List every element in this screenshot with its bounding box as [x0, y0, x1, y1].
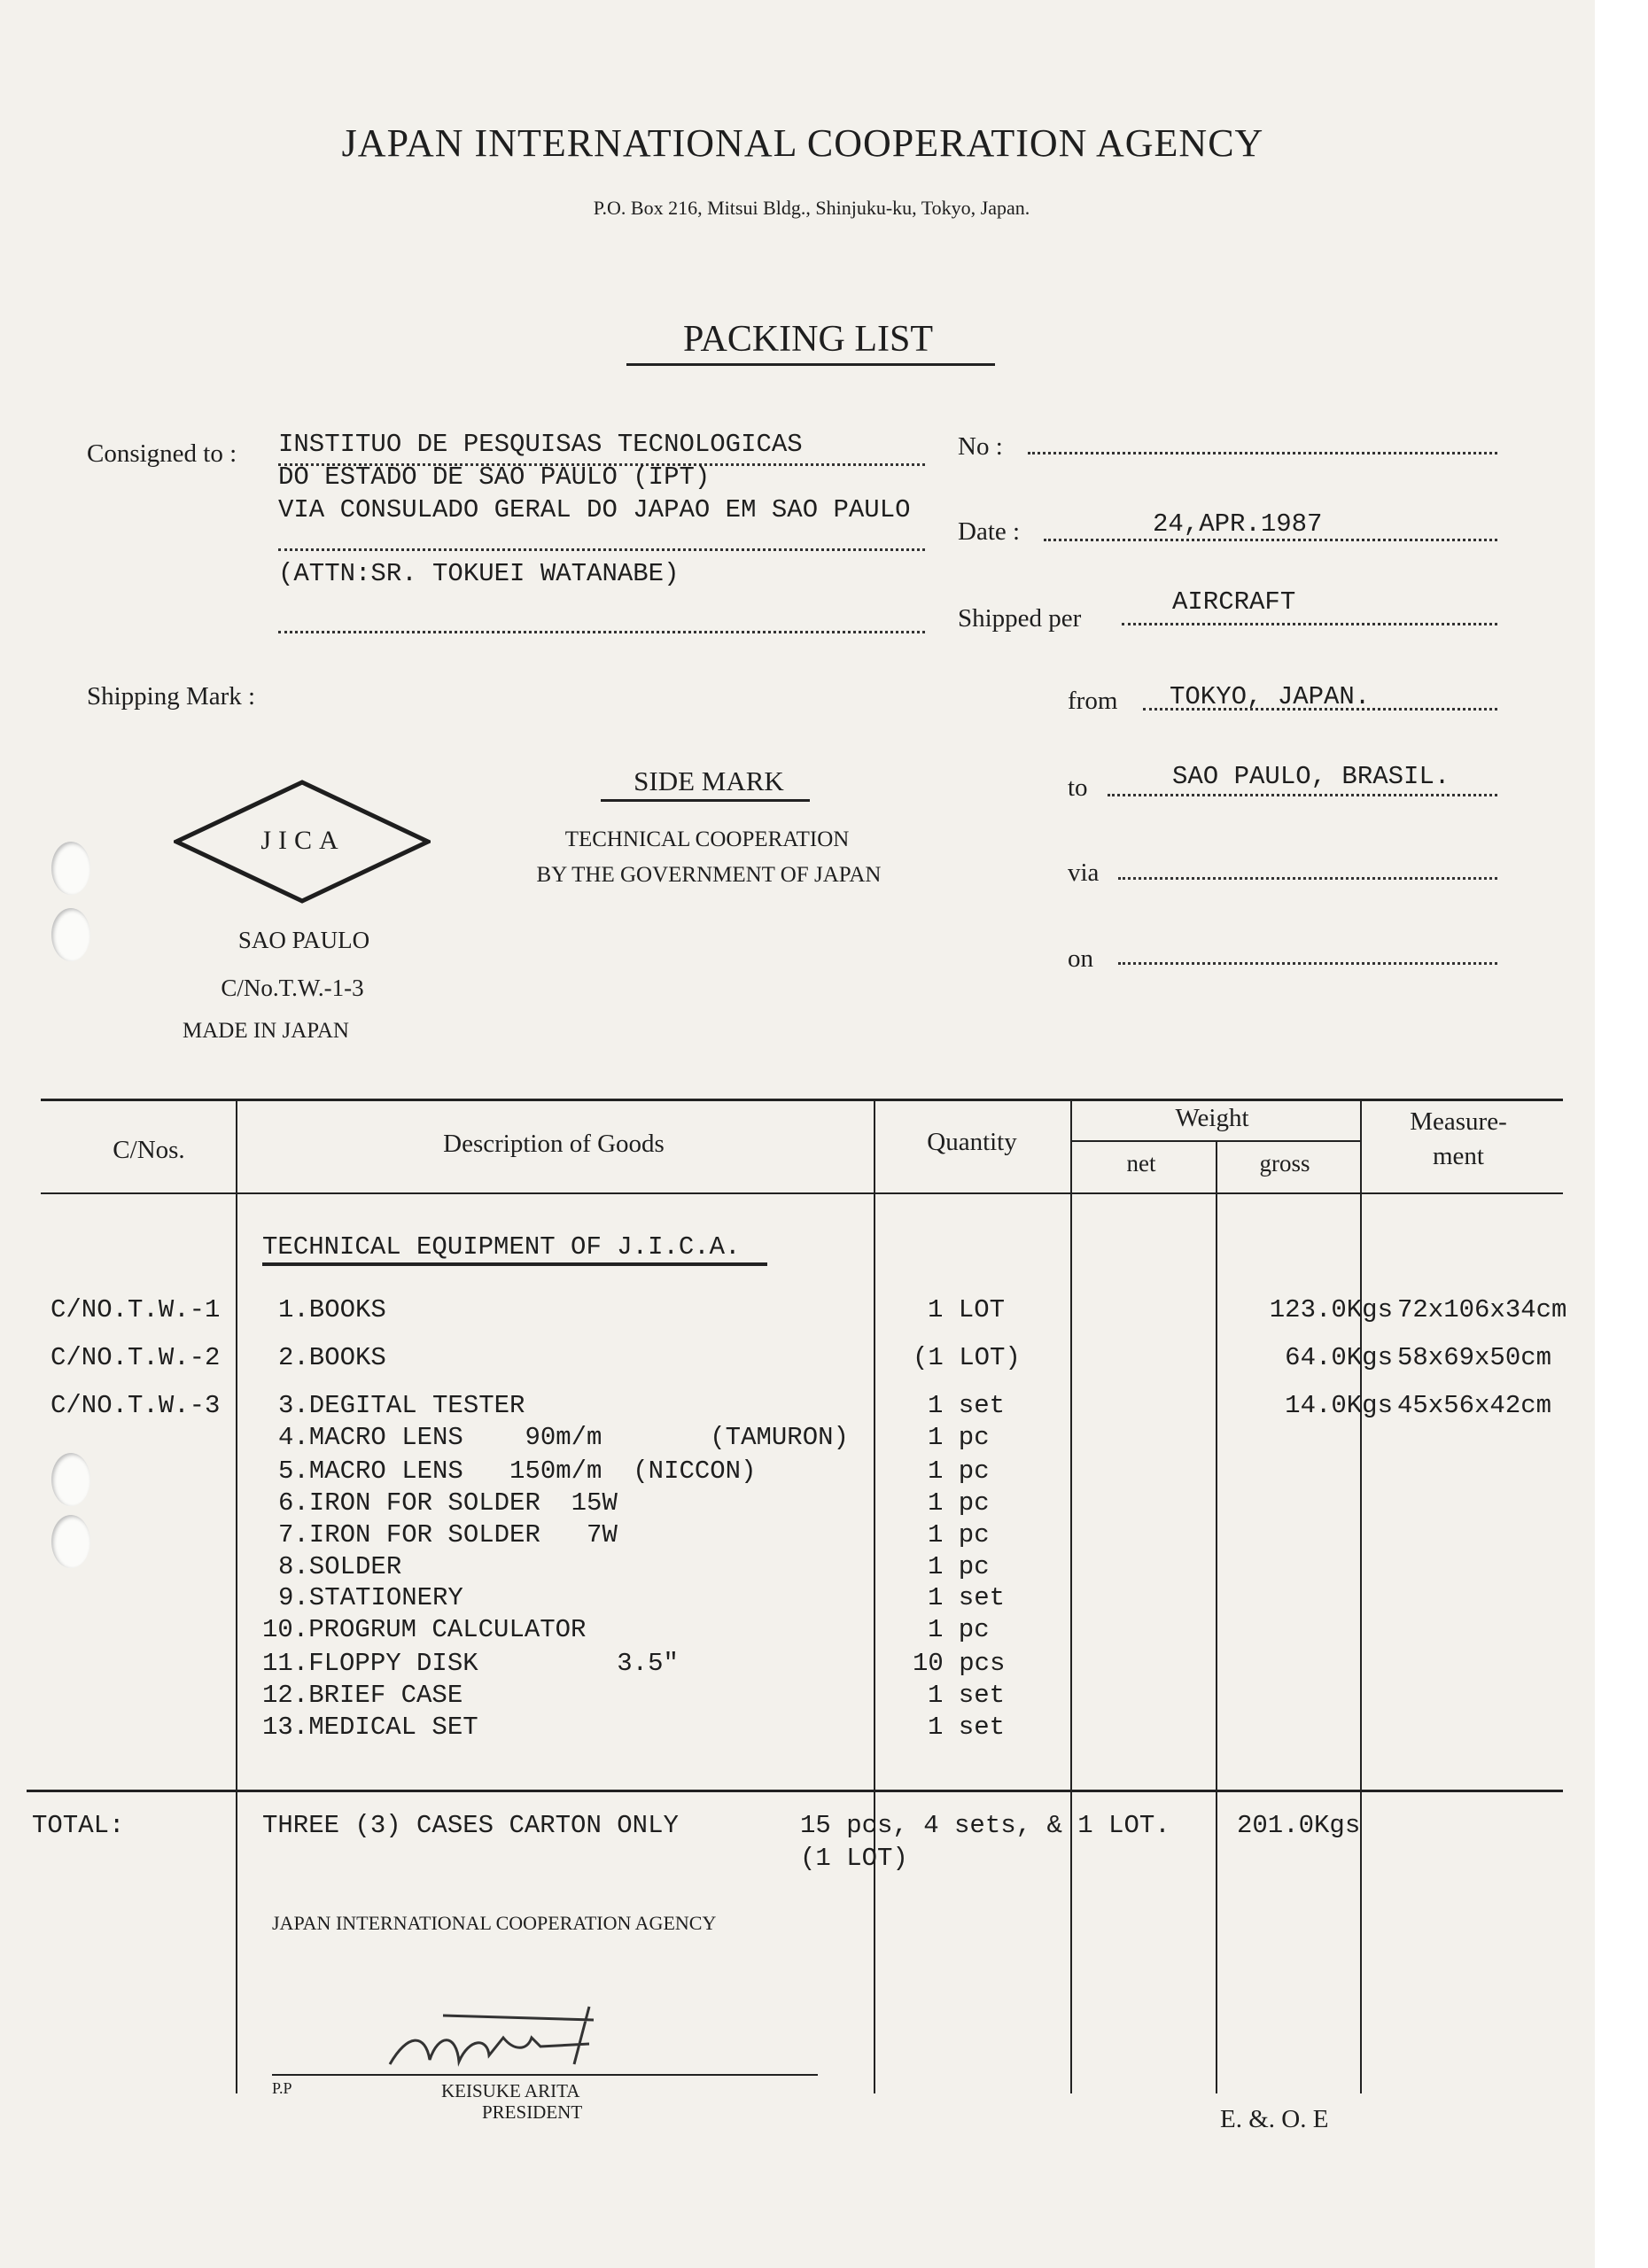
section-underline [262, 1262, 767, 1266]
row-quantity: 1 pc [928, 1520, 990, 1550]
date-value: 24,APR.1987 [1153, 509, 1323, 539]
dotted-line [278, 631, 925, 633]
dotted-line [278, 548, 925, 551]
dotted-line [1108, 794, 1497, 796]
jica-logo-text: JICA [260, 826, 346, 855]
row-case-number: C/NO.T.W.-1 [51, 1295, 221, 1324]
shipped-per-value: AIRCRAFT [1172, 587, 1296, 617]
on-label: on [1068, 944, 1093, 973]
errors-omissions-excepted: E. &. O. E [1220, 2105, 1329, 2133]
row-description: 11.FLOPPY DISK 3.5" [262, 1649, 679, 1678]
consignee-line: (ATTN:SR. TOKUEI WATANABE) [278, 559, 680, 588]
row-description: 6.IRON FOR SOLDER 15W [278, 1488, 618, 1518]
row-description: 1.BOOKS [278, 1295, 386, 1324]
side-mark-line: TECHNICAL COOPERATION [564, 827, 850, 851]
row-quantity: 1 LOT [928, 1295, 1006, 1324]
mark-case-no: C/No.T.W.-1-3 [221, 975, 364, 1001]
signature [381, 1998, 665, 2073]
row-measurement: 45x56x42cm [1397, 1391, 1552, 1420]
via-field [1118, 877, 1497, 880]
org-address: P.O. Box 216, Mitsui Bldg., Shinjuku-ku, Tokyo, Japan. [593, 197, 1030, 219]
from-value: TOKYO, JAPAN. [1170, 682, 1371, 711]
col-gross: gross [1259, 1150, 1310, 1177]
row-description: 2.BOOKS [278, 1343, 386, 1372]
mark-city: SAO PAULO [237, 927, 370, 953]
column-divider [1070, 1099, 1072, 2093]
row-description: 8.SOLDER [278, 1552, 402, 1581]
header-rule [41, 1192, 1563, 1194]
section-title: TECHNICAL EQUIPMENT OF J.I.C.A. [262, 1232, 741, 1262]
row-description: 7.IRON FOR SOLDER 7W [278, 1520, 618, 1550]
table-top-rule [41, 1099, 1563, 1101]
no-field [1028, 452, 1497, 454]
total-description: THREE (3) CASES CARTON ONLY [262, 1811, 679, 1840]
pp-label: P.P [272, 2079, 292, 2097]
row-quantity: 1 set [928, 1681, 1006, 1710]
row-quantity: 1 set [928, 1583, 1006, 1612]
col-measurement: Measure- [1410, 1107, 1507, 1136]
to-value: SAO PAULO, BRASIL. [1172, 762, 1450, 791]
from-label: from [1068, 687, 1118, 715]
total-rule [27, 1790, 1563, 1792]
row-description: 9.STATIONERY [278, 1583, 463, 1612]
mark-origin: MADE IN JAPAN [183, 1019, 349, 1043]
row-quantity: 1 pc [928, 1456, 990, 1486]
row-quantity: 1 pc [928, 1423, 990, 1452]
row-quantity: 1 pc [928, 1488, 990, 1518]
dotted-line [1044, 539, 1497, 541]
row-quantity: 1 set [928, 1713, 1006, 1742]
consigned-label: Consigned to : [87, 439, 237, 468]
total-quantity-lot: (1 LOT) [800, 1844, 908, 1873]
column-divider [1216, 1140, 1217, 2093]
row-gross-weight: 14.0Kgs [1285, 1391, 1393, 1420]
footer-agency: JAPAN INTERNATIONAL COOPERATION AGENCY [272, 1912, 717, 1934]
col-weight: Weight [1175, 1104, 1249, 1132]
title-underline [626, 363, 995, 366]
row-quantity: 1 pc [928, 1552, 990, 1581]
row-gross-weight: 64.0Kgs [1285, 1343, 1393, 1372]
row-quantity: 1 pc [928, 1615, 990, 1644]
date-label: Date : [958, 517, 1021, 546]
punch-hole [51, 842, 90, 895]
signer-position: PRESIDENT [482, 2101, 583, 2123]
row-measurement: 72x106x34cm [1397, 1295, 1567, 1324]
col-measurement: ment [1433, 1142, 1484, 1170]
side-mark-line: BY THE GOVERNMENT OF JAPAN [536, 863, 882, 887]
no-label: No : [958, 432, 1003, 461]
page-title: PACKING LIST [683, 319, 933, 360]
row-quantity: 1 set [928, 1391, 1006, 1420]
dotted-line [1143, 708, 1497, 711]
row-gross-weight: 123.0Kgs [1269, 1295, 1393, 1324]
shipping-mark-label: Shipping Mark : [87, 682, 256, 711]
row-description: 13.MEDICAL SET [262, 1713, 478, 1742]
col-cnos: C/Nos. [113, 1136, 185, 1164]
to-label: to [1068, 773, 1088, 802]
row-measurement: 58x69x50cm [1397, 1343, 1552, 1372]
signer-name: KEISUKE ARITA [441, 2080, 580, 2101]
row-description: 4.MACRO LENS 90m/m (TAMURON) [278, 1423, 849, 1452]
on-field [1118, 962, 1497, 965]
col-net: net [1126, 1150, 1156, 1177]
shipped-per-label: Shipped per [958, 604, 1082, 633]
row-case-number: C/NO.T.W.-2 [51, 1343, 221, 1372]
total-quantity: 15 pcs, 4 sets, & 1 LOT. [800, 1811, 1170, 1840]
signature-line [272, 2074, 818, 2076]
col-quantity: Quantity [927, 1128, 1017, 1156]
punch-hole [51, 908, 90, 961]
row-description: 12.BRIEF CASE [262, 1681, 463, 1710]
row-case-number: C/NO.T.W.-3 [51, 1391, 221, 1420]
total-label: TOTAL: [32, 1811, 125, 1840]
dotted-line [1122, 623, 1497, 625]
row-description: 10.PROGRUM CALCULATOR [262, 1615, 587, 1644]
consignee-line: DO ESTADO DE SAO PAULO (IPT) [278, 462, 711, 492]
row-description: 3.DEGITAL TESTER [278, 1391, 525, 1420]
column-divider [874, 1099, 875, 2093]
consignee-line: INSTITUO DE PESQUISAS TECNOLOGICAS [278, 430, 803, 459]
column-divider [1360, 1099, 1362, 2093]
via-label: via [1068, 858, 1100, 887]
side-mark-title: SIDE MARK [634, 765, 784, 796]
total-gross-weight: 201.0Kgs [1237, 1811, 1361, 1840]
row-quantity: 10 pcs [913, 1649, 1006, 1678]
side-mark-underline [601, 799, 810, 802]
row-description: 5.MACRO LENS 150m/m (NICCON) [278, 1456, 757, 1486]
punch-hole [51, 1515, 90, 1568]
page-edge [1595, 0, 1648, 2268]
org-title: JAPAN INTERNATIONAL COOPERATION AGENCY [341, 121, 1264, 165]
column-divider [236, 1099, 237, 2093]
row-quantity: (1 LOT) [913, 1343, 1021, 1372]
punch-hole [51, 1453, 90, 1506]
col-description: Description of Goods [443, 1130, 665, 1158]
consignee-line: VIA CONSULADO GERAL DO JAPAO EM SAO PAULO [278, 495, 911, 524]
